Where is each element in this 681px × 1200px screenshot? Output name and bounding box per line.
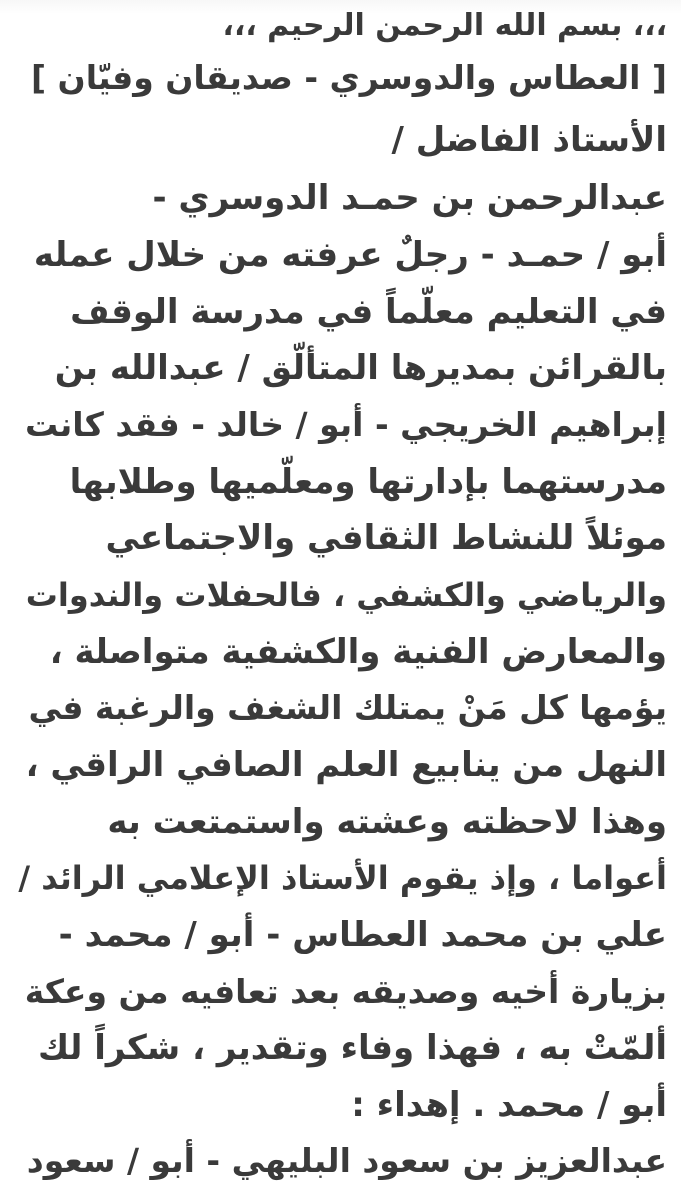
text-line-basmala: ،،، بسم الله الرحمن الرحيم ،،، [222,8,667,43]
text-line: يؤمها كل مَنْ يمتلك الشغف والرغبة في [28,688,667,727]
text-line: والمعارض الفنية والكشفية متواصلة ، [49,632,667,672]
text-line: موئلاً للنشاط الثقافي والاجتماعي [105,518,667,558]
text-line: الأستاذ الفاضل / [391,120,667,160]
text-line: بزيارة أخيه وصديقه بعد تعافيه من وعكة [24,972,667,1011]
text-line: علي بن محمد العطاس - أبو / محمد - [58,915,667,955]
text-line: ألمّتْ به ، فهذا وفاء وتقدير ، شكراً لك [37,1028,667,1068]
text-line-title: [ العطاس والدوسري - صديقان وفيّان ] [30,58,667,97]
text-line: أعواما ، وإذ يقوم الأستاذ الإعلامي الرائد / [18,859,667,897]
text-line: عبدالرحمن بن حمـد الدوسري - [152,178,667,218]
text-line: النهل من ينابيع العلم الصافي الراقي ، [25,745,667,785]
text-line: أبو / محمد . إهداء : [351,1085,667,1125]
text-line: مدرستهما بإدارتها ومعلّميها وطلابها [69,462,667,502]
text-line: وهذا لاحظته وعشته واستمتعت به [107,802,667,842]
text-line: في التعليم معلّماً في مدرسة الوقف [70,292,667,332]
text-line: إبراهيم الخريجي - أبو / خالد - فقد كانت [24,405,667,444]
text-line: والرياضي والكشفي ، فالحفلات والندوات [25,576,667,614]
text-line: بالقرائن بمديرها المتألّق / عبدالله بن [54,348,667,388]
text-line: أبو / حمـد - رجلٌ عرفته من خلال عمله [33,235,667,275]
text-line-signature: عبدالعزيز بن سعود البليهي - أبو / سعود [26,1141,667,1180]
